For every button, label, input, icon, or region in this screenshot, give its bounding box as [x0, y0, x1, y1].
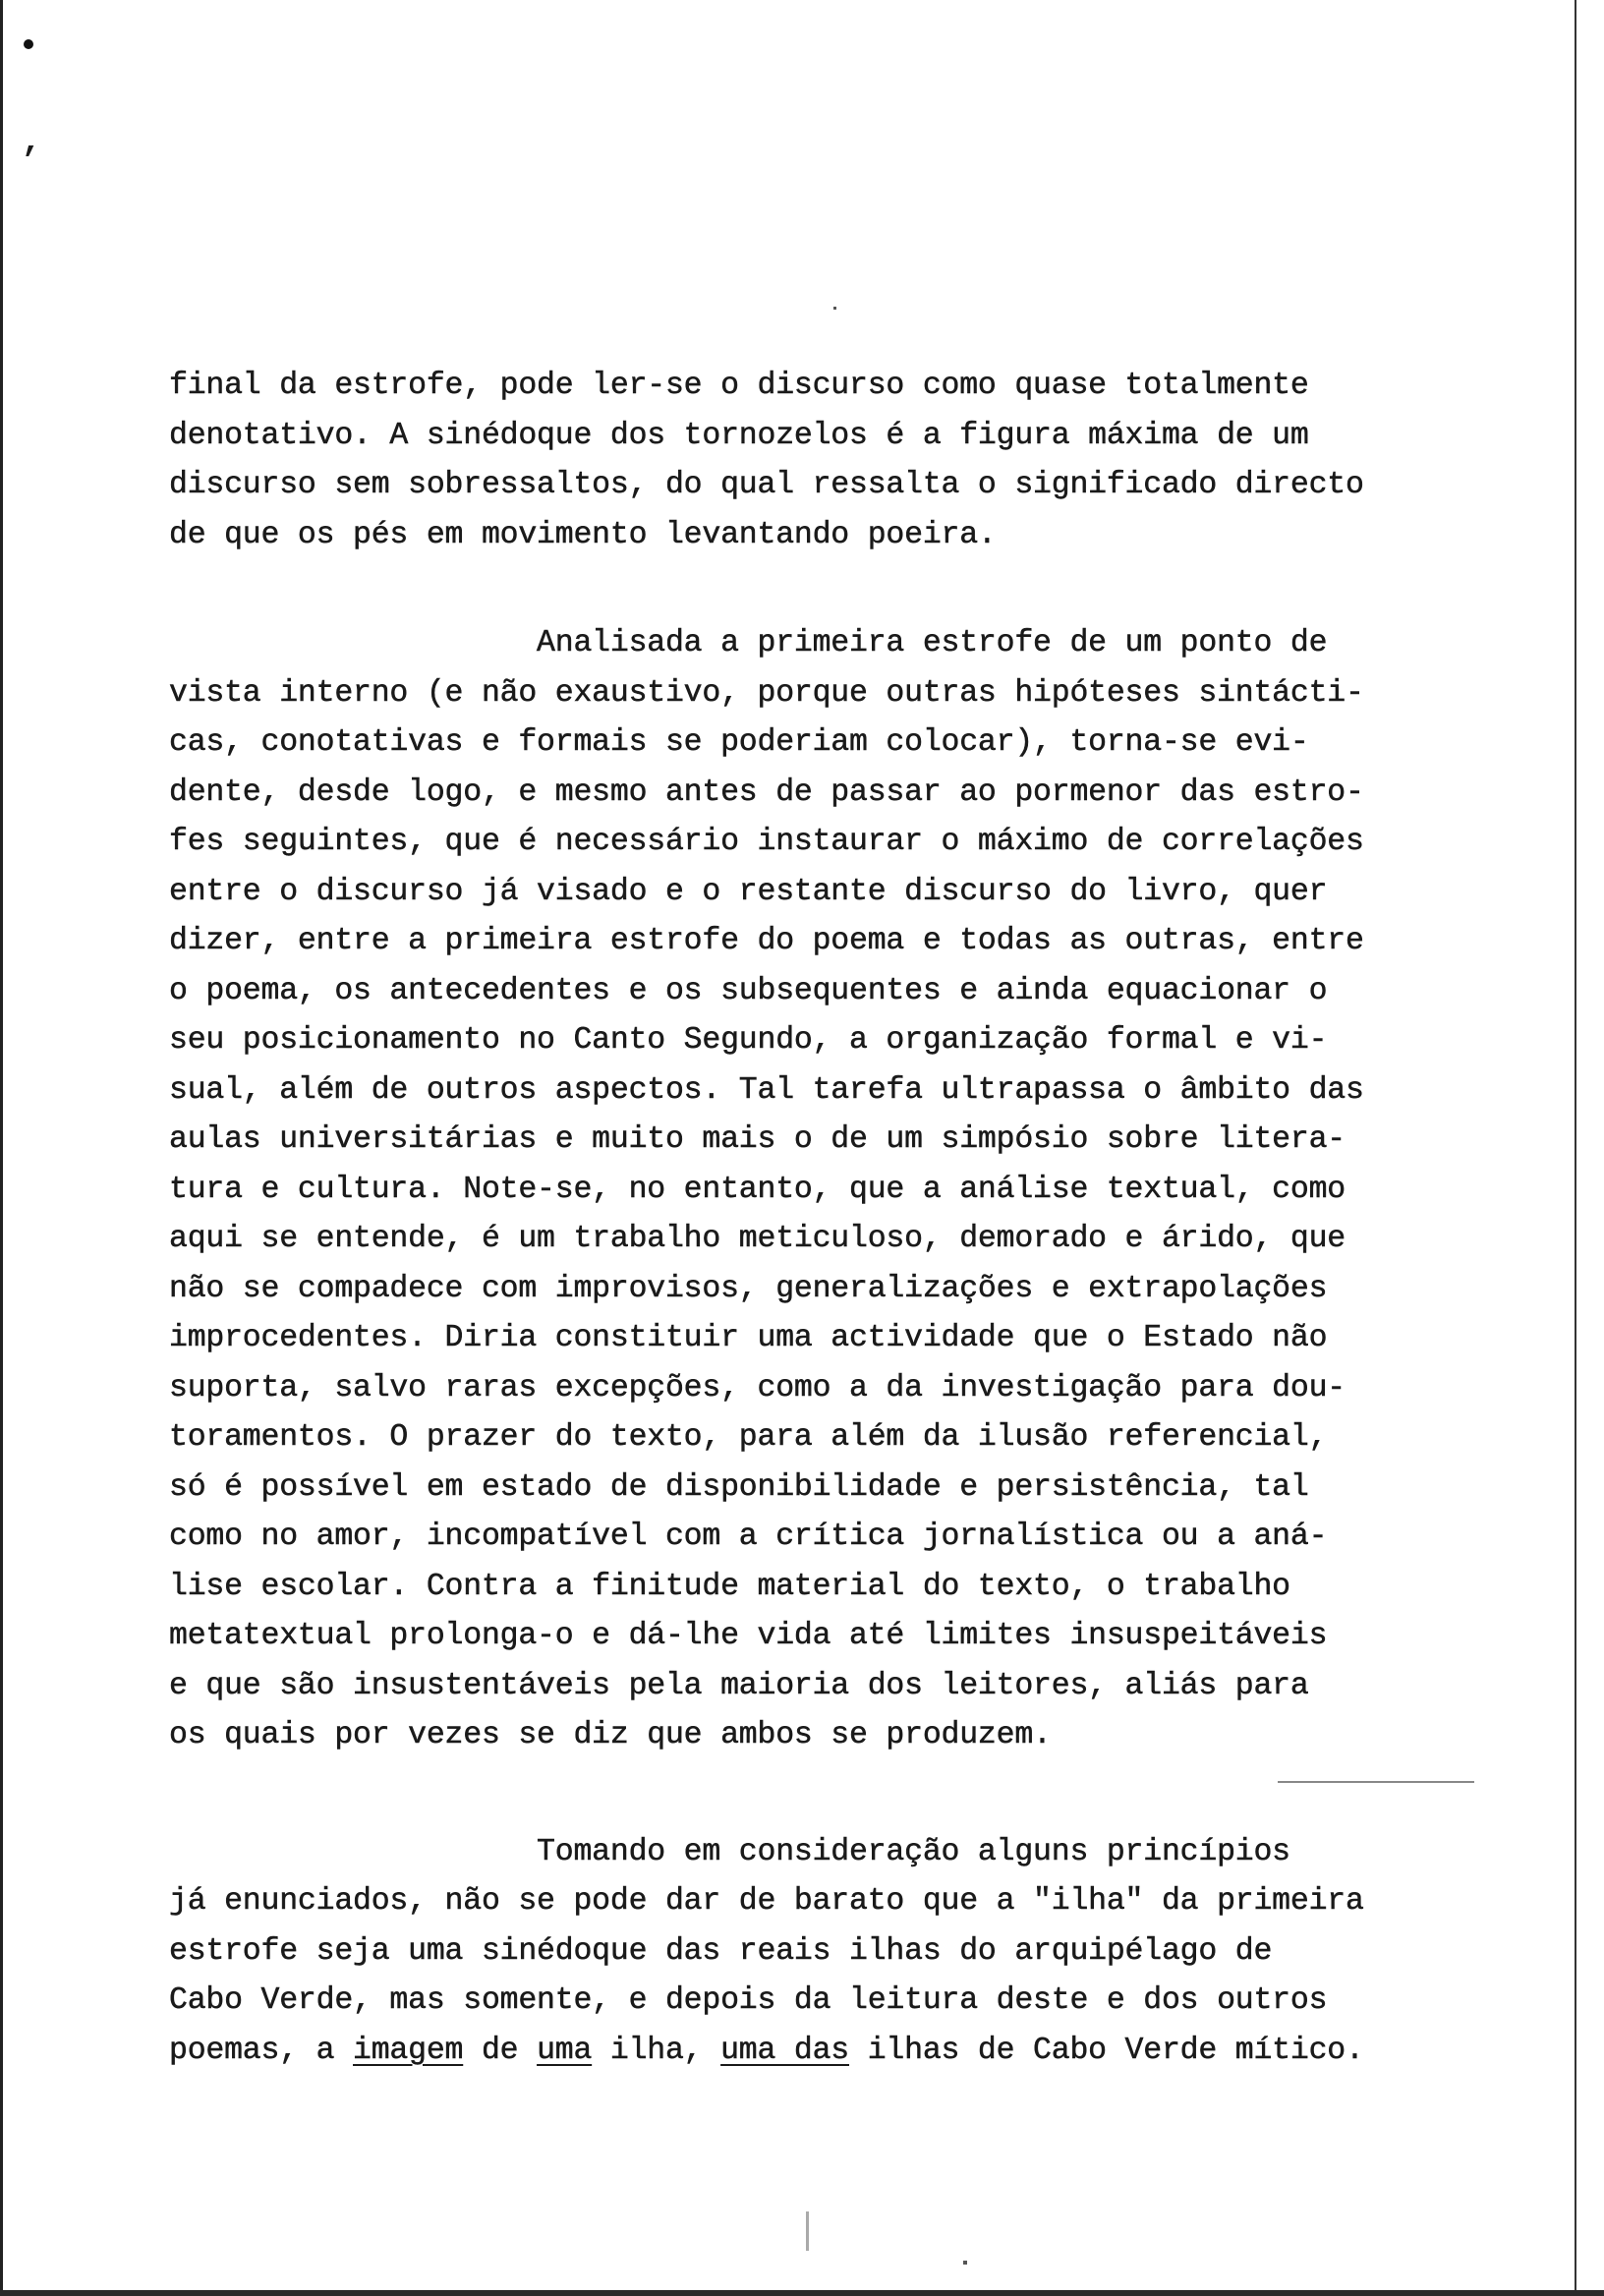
text-line: metatextual prolonga-o e dá-lhe vida até limites insuspeitáveis — [169, 1619, 1328, 1653]
text-line: e que são insustentáveis pela maioria dos leitores, aliás para — [169, 1668, 1309, 1703]
text-line: denotativo. A sinédoque dos tornozelos é a figura máxima de um — [169, 418, 1309, 453]
text-line: os quais por vezes se diz que ambos se produzem. — [169, 1718, 1052, 1752]
document-body — [169, 362, 1466, 2076]
text-line: estrofe seja uma sinédoque das reais ilhas do arquipélago de — [169, 1933, 1273, 1969]
page-left-border — [0, 0, 3, 2296]
text-line: já enunciados, não se pode dar de barato que a "ilha" da primeira — [169, 1884, 1364, 1919]
scan-speck — [963, 2261, 967, 2265]
paragraph-3 — [169, 1828, 1466, 2077]
text-line: dente, desde logo, e mesmo antes de passar ao pormenor das estro- — [169, 775, 1364, 810]
text-line: seu posicionamento no Canto Segundo, a organização formal e vi- — [169, 1023, 1328, 1058]
text-line: aulas universitárias e muito mais o de um simpósio sobre litera- — [169, 1122, 1346, 1157]
text-line: vista interno (e não exaustivo, porque outras hipóteses sintácti- — [169, 675, 1364, 711]
text-fragment: de — [463, 2033, 538, 2068]
page-right-border — [1575, 0, 1576, 2296]
text-line: lise escolar. Contra a finitude material do texto, o trabalho — [169, 1569, 1290, 1604]
text-line: só é possível em estado de disponibilidade e persistência, tal — [169, 1469, 1309, 1505]
text-line: não se compadece com improvisos, generalizações e extrapolações — [169, 1271, 1328, 1306]
text-fragment: ilhas de Cabo Verde mítico. — [849, 2033, 1364, 2068]
text-line: improcedentes. Diria constituir uma actividade que o Estado não — [169, 1321, 1328, 1355]
text-line: Tomando em consideração alguns princípios — [169, 1834, 1290, 1869]
text-line: discurso sem sobressaltos, do qual ressalta o significado directo — [169, 468, 1364, 502]
page-bottom-border — [0, 2290, 1604, 2296]
text-line-final — [169, 2027, 1466, 2077]
text-line: Cabo Verde, mas somente, e depois da leitura deste e dos outros — [169, 1983, 1328, 2018]
text-line: fes seguintes, que é necessário instaurar o máximo de correlações — [169, 825, 1364, 859]
text-line: o poema, os antecedentes e os subsequentes e ainda equacionar o — [169, 973, 1328, 1008]
text-line: toramentos. O prazer do texto, para além da ilusão referencial, — [169, 1420, 1328, 1455]
text-fragment: poemas, a — [169, 2033, 354, 2068]
paragraph-2 — [169, 619, 1466, 1761]
underlined-words-uma-das: uma das — [720, 2033, 850, 2068]
margin-dot-mark — [24, 39, 33, 49]
text-line: dizer, entre a primeira estrofe do poema e todas as outras, entre — [169, 924, 1364, 958]
text-line: sual, além de outros aspectos. Tal tarefa ultrapassa o âmbito das — [169, 1072, 1364, 1108]
paragraph-1 — [169, 362, 1466, 560]
text-line: entre o discurso já visado e o restante discurso do livro, quer — [169, 874, 1328, 909]
text-line: aqui se entende, é um trabalho meticuloso, demorado e árido, que — [169, 1222, 1346, 1256]
underlined-word-uma: uma — [537, 2033, 593, 2068]
text-line: cas, conotativas e formais se poderiam colocar), torna-se evi- — [169, 725, 1309, 760]
margin-comma-mark: , — [22, 124, 42, 161]
scan-speck — [833, 307, 836, 310]
underlined-word-imagem: imagem — [353, 2033, 464, 2068]
text-line: final da estrofe, pode ler-se o discurso como quase totalmente — [169, 369, 1309, 403]
text-line: suporta, salvo raras excepções, como a da investigação para dou- — [169, 1370, 1346, 1406]
scan-speck — [806, 2211, 809, 2251]
paragraph-spacer — [169, 560, 1466, 619]
text-line: de que os pés em movimento levantando poeira. — [169, 517, 997, 552]
text-line: tura e cultura. Note-se, no entanto, que a análise textual, como — [169, 1172, 1346, 1207]
text-line: Analisada a primeira estrofe de um ponto de — [169, 626, 1328, 660]
text-fragment: ilha, — [592, 2033, 721, 2068]
paragraph-spacer — [169, 1761, 1466, 1828]
text-line: como no amor, incompatível com a crítica jornalística ou a aná- — [169, 1520, 1328, 1554]
